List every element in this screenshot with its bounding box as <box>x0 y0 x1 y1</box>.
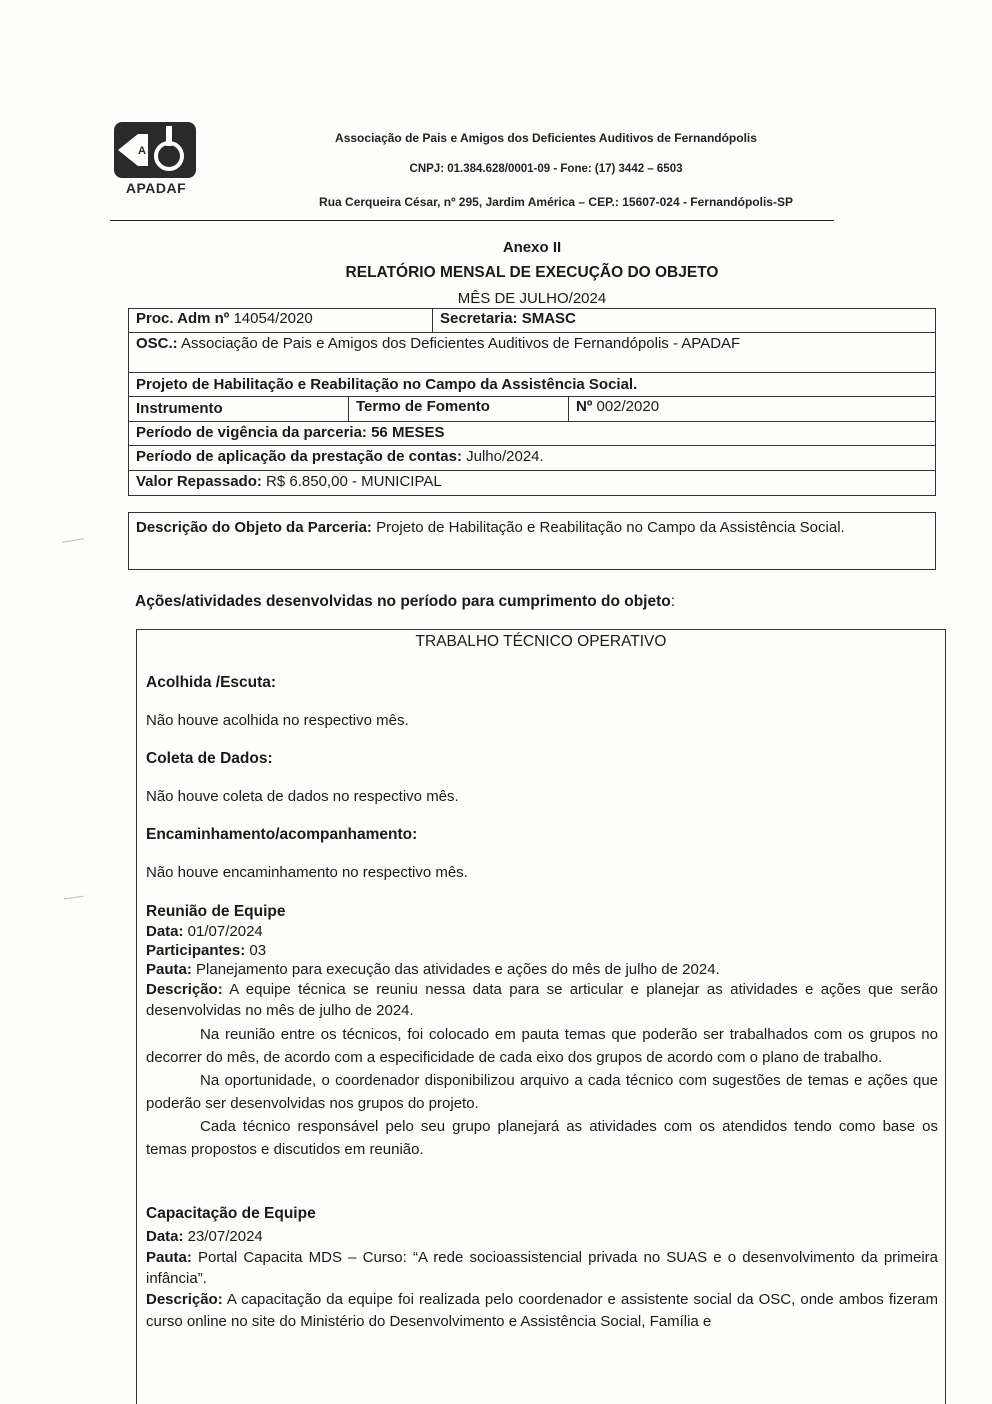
info-table <box>128 308 936 496</box>
report-month: MÊS DE JULHO/2024 <box>457 290 607 307</box>
info-row-project <box>129 373 935 397</box>
annex-title: Anexo II <box>502 239 562 256</box>
instrument-value: Termo de Fomento <box>349 397 569 421</box>
aplicacao-value: Julho/2024. <box>461 448 544 465</box>
reuniao-paragraph-1: Na reunião entre os técnicos, foi colocado em pauta temas que poderão ser trabalhados com os grupos no decorrer do mês, de acordo com a especificidade de cada eixo dos grupos de acordo com o plano de trabalho. <box>146 1026 938 1066</box>
reuniao-section <box>146 902 938 1161</box>
svg-text:A: A <box>138 145 146 157</box>
number-label: Nº <box>576 398 593 415</box>
proc-cell <box>129 309 433 332</box>
capacitacao-title: Capacitação de Equipe <box>146 1205 316 1222</box>
actions-title-suffix: : <box>670 593 676 610</box>
reuniao-pauta-label: Pauta: <box>146 961 192 978</box>
vigencia-value: 56 MESES <box>371 424 445 441</box>
reuniao-descricao-value: A equipe técnica se reuniu nessa data para se articular e planejar as atividades e ações que serão desenvolvidas no mês de julho de 2024. <box>146 981 938 1019</box>
scan-mark <box>64 896 84 900</box>
number-cell <box>569 397 935 421</box>
cnpj-phone: CNPJ: 01.384.628/0001-09 - Fone: (17) 3442 – 6503 <box>409 163 683 175</box>
object-value: Projeto de Habilitação e Reabilitação no Campo da Assistência Social. <box>371 519 845 536</box>
acolhida-title: Acolhida /Escuta: <box>146 674 277 691</box>
capacitacao-data-value: 23/07/2024 <box>183 1228 263 1245</box>
capacitacao-pauta-label: Pauta: <box>146 1249 192 1266</box>
encaminhamento-title: Encaminhamento/acompanhamento: <box>146 826 418 843</box>
capacitacao-pauta <box>146 1247 938 1289</box>
coleta-text: Não houve coleta de dados no respectivo mês. <box>146 788 459 805</box>
acolhida-text: Não houve acolhida no respectivo mês. <box>146 712 409 729</box>
technical-heading: TRABALHO TÉCNICO OPERATIVO <box>415 633 667 650</box>
object-label: Descrição do Objeto da Parceria: <box>136 519 372 536</box>
reuniao-descricao-label: Descrição: <box>146 981 223 998</box>
vigencia-cell <box>129 422 935 445</box>
reuniao-pauta <box>146 960 938 979</box>
report-title: RELATÓRIO MENSAL DE EXECUÇÃO DO OBJETO <box>345 264 719 281</box>
org-name: Associação de Pais e Amigos dos Deficientes Auditivos de Fernandópolis <box>335 131 757 145</box>
reuniao-participantes-label: Participantes: <box>146 942 246 959</box>
info-row-vigencia <box>129 422 935 446</box>
info-row-instrument <box>129 397 935 422</box>
proc-label: Proc. Adm nº <box>136 310 230 327</box>
osc-cell <box>129 333 935 372</box>
osc-label: OSC.: <box>136 335 178 352</box>
instrument-label: Instrumento <box>129 397 349 421</box>
aplicacao-label: Período de aplicação da prestação de contas: <box>136 448 462 465</box>
capacitacao-data-label: Data: <box>146 1228 184 1245</box>
header-divider <box>110 220 834 221</box>
reuniao-participantes <box>146 941 938 960</box>
reuniao-data-label: Data: <box>146 923 184 940</box>
capacitacao-descricao-label: Descrição: <box>146 1291 223 1308</box>
info-row-valor <box>129 471 935 495</box>
address: Rua Cerqueira César, nº 295, Jardim América – CEP.: 15607-024 - Fernandópolis-SP <box>319 195 793 209</box>
reuniao-paragraph-3: Cada técnico responsável pelo seu grupo planejará as atividades com os atendidos tendo como base os temas propostos e discutidos em reunião. <box>146 1118 938 1158</box>
reuniao-participantes-value: 03 <box>245 942 267 959</box>
number-value: 002/2020 <box>592 398 660 415</box>
valor-cell <box>129 471 935 495</box>
info-row-proc <box>129 309 935 333</box>
scan-mark <box>62 538 84 543</box>
secretaria-cell: Secretaria: SMASC <box>440 310 576 327</box>
actions-title-text: Ações/atividades desenvolvidas no período para cumprimento do objeto <box>135 593 671 610</box>
proc-value: 14054/2020 <box>229 310 313 327</box>
reuniao-paragraph-2: Na oportunidade, o coordenador disponibilizou arquivo a cada técnico com sugestões de temas e ações que poderão ser desenvolvidas nos grupos do projeto. <box>146 1072 938 1112</box>
vigencia-label: Período de vigência da parceria: <box>136 424 372 441</box>
aplicacao-cell <box>129 446 935 470</box>
capacitacao-data <box>146 1227 938 1247</box>
info-row-osc <box>129 333 935 373</box>
info-row-aplicacao <box>129 446 935 471</box>
valor-value: R$ 6.850,00 - MUNICIPAL <box>261 473 442 490</box>
capacitacao-descricao-value: A capacitação da equipe foi realizada pelo coordenador e assistente social da OSC, onde ambos fizeram curso online no site do Ministério do Desenvolvimento e Assistência Social, Família e <box>146 1291 938 1330</box>
project-cell: Projeto de Habilitação e Reabilitação no Campo da Assistência Social. <box>136 376 638 393</box>
capacitacao-descricao <box>146 1289 938 1333</box>
object-description-box <box>128 512 936 570</box>
osc-value: Associação de Pais e Amigos dos Deficientes Auditivos de Fernandópolis - APADAF <box>177 335 741 352</box>
capacitacao-pauta-value: Portal Capacita MDS – Curso: “A rede socioassistencial privada no SUAS e o desenvolvimento da primeira infância”. <box>146 1249 938 1287</box>
reuniao-data <box>146 922 938 941</box>
reuniao-pauta-value: Planejamento para execução das atividades e ações do mês de julho de 2024. <box>191 961 720 978</box>
reuniao-descricao <box>146 979 938 1021</box>
valor-label: Valor Repassado: <box>136 473 262 490</box>
reuniao-data-value: 01/07/2024 <box>183 923 263 940</box>
reuniao-title: Reunião de Equipe <box>146 903 286 920</box>
actions-title <box>135 593 675 611</box>
encaminhamento-text: Não houve encaminhamento no respectivo mês. <box>146 864 468 881</box>
technical-box <box>136 629 946 1404</box>
logo-text: APADAF <box>125 180 187 196</box>
coleta-title: Coleta de Dados: <box>146 750 273 767</box>
capacitacao-section <box>146 1204 938 1333</box>
